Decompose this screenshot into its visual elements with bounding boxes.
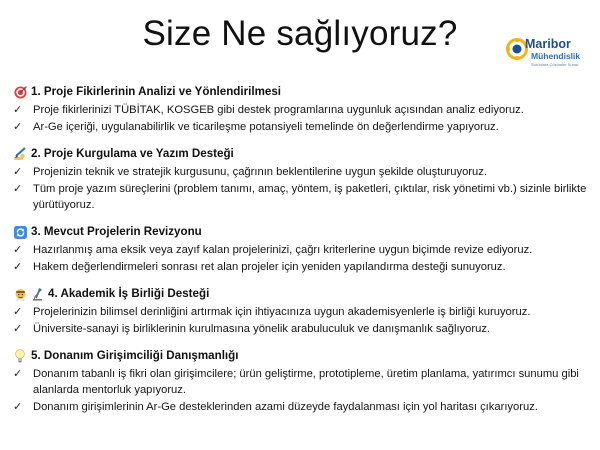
services-list [13,84,593,426]
check-icon: ✓ [13,166,23,178]
section-heading [13,348,593,364]
list-item-text: Hakem değerlendirmeleri sonrası ret alan projeler için yeniden yapılandırma desteği sunuyoruz. [33,261,506,273]
check-icon: ✓ [13,323,23,335]
section-heading [13,224,593,240]
scientist-icon [13,287,27,301]
check-icon: ✓ [13,244,23,256]
section-heading-text: 1. Proje Fikirlerinin Analizi ve Yönlendirilmesi [31,85,281,98]
service-section [13,84,593,135]
list-item [13,321,593,337]
service-section [13,146,593,213]
target-icon [13,85,27,99]
list-item [13,366,593,398]
list-item [13,181,593,213]
list-item [13,119,593,135]
service-section [13,286,593,337]
section-heading-text: 4. Akademik İş Birliği Desteği [48,287,210,300]
list-item [13,242,593,258]
list-item [13,304,593,320]
light-bulb-icon [13,349,27,363]
microscope-icon [30,287,44,301]
section-heading [13,286,593,302]
list-item [13,259,593,275]
cycle-arrows-icon [13,225,27,239]
company-logo [506,36,596,70]
list-item [13,164,593,180]
list-item-text: Hazırlanmış ama eksik veya zayıf kalan projelerinizi, çağrı kriterlerine uygun biçimde revize ediyoruz. [33,244,533,256]
section-heading [13,146,593,162]
list-item-text: Üniversite-sanayi iş birliklerinin kurulmasına yönelik arabuluculuk ve danışmanlık sağlıyoruz. [33,323,491,335]
list-item-text: Ar-Ge içeriği, uygulanabilirlik ve ticarileşme potansiyeli temelinde ön değerlendirme yapıyoruz. [33,121,499,133]
check-icon: ✓ [13,368,23,380]
logo-subtitle: Mühendislik [531,51,581,61]
check-icon: ✓ [13,401,23,413]
section-heading-text: 5. Donanım Girişimciliği Danışmanlığı [31,349,239,362]
list-item-text: Donanım tabanlı iş fikri olan girişimcilere; ürün geliştirme, prototipleme, üretim planlama, yatırımcı sunumu gibi alanlarda mentorluk yapıyoruz. [33,368,579,396]
writing-hand-icon [13,147,27,161]
list-item-text: Projelerinizin bilimsel derinliğini artırmak için ihtiyacınıza uygun akademisyenlerle iş birliği kuruyoruz. [33,306,531,318]
list-item-text: Tüm proje yazım süreçlerini (problem tanımı, amaç, yöntem, iş paketleri, çıktılar, risk yönetimi vb.) sizinle birlikte yürütüyoruz. [33,183,587,211]
service-section [13,348,593,415]
check-icon: ✓ [13,121,23,133]
service-section [13,224,593,275]
page-title: Size Ne sağlıyoruz? [142,14,458,53]
list-item-text: Donanım girişimlerinin Ar-Ge desteklerinden azami düzeyde faydalanması için yol haritası çıkarıyoruz. [33,401,538,413]
check-icon: ✓ [13,104,23,116]
section-heading-text: 2. Proje Kurgulama ve Yazım Desteği [31,147,234,160]
check-icon: ✓ [13,306,23,318]
check-icon: ✓ [13,261,23,273]
section-heading-text: 3. Mevcut Projelerin Revizyonu [31,225,202,238]
logo-tagline: Sorunlara Çözümler Sunar [531,62,579,67]
list-item [13,399,593,415]
check-icon: ✓ [13,183,23,195]
list-item [13,102,593,118]
logo-name: Maribor [525,37,571,51]
section-heading [13,84,593,100]
list-item-text: Proje fikirlerinizi TÜBİTAK, KOSGEB gibi destek programlarına uygunluk açısından analiz ediyoruz. [33,104,524,116]
list-item-text: Projenizin teknik ve stratejik kurgusunu, çağrının beklentilerine uygun şekilde oluşturuyoruz. [33,166,487,178]
